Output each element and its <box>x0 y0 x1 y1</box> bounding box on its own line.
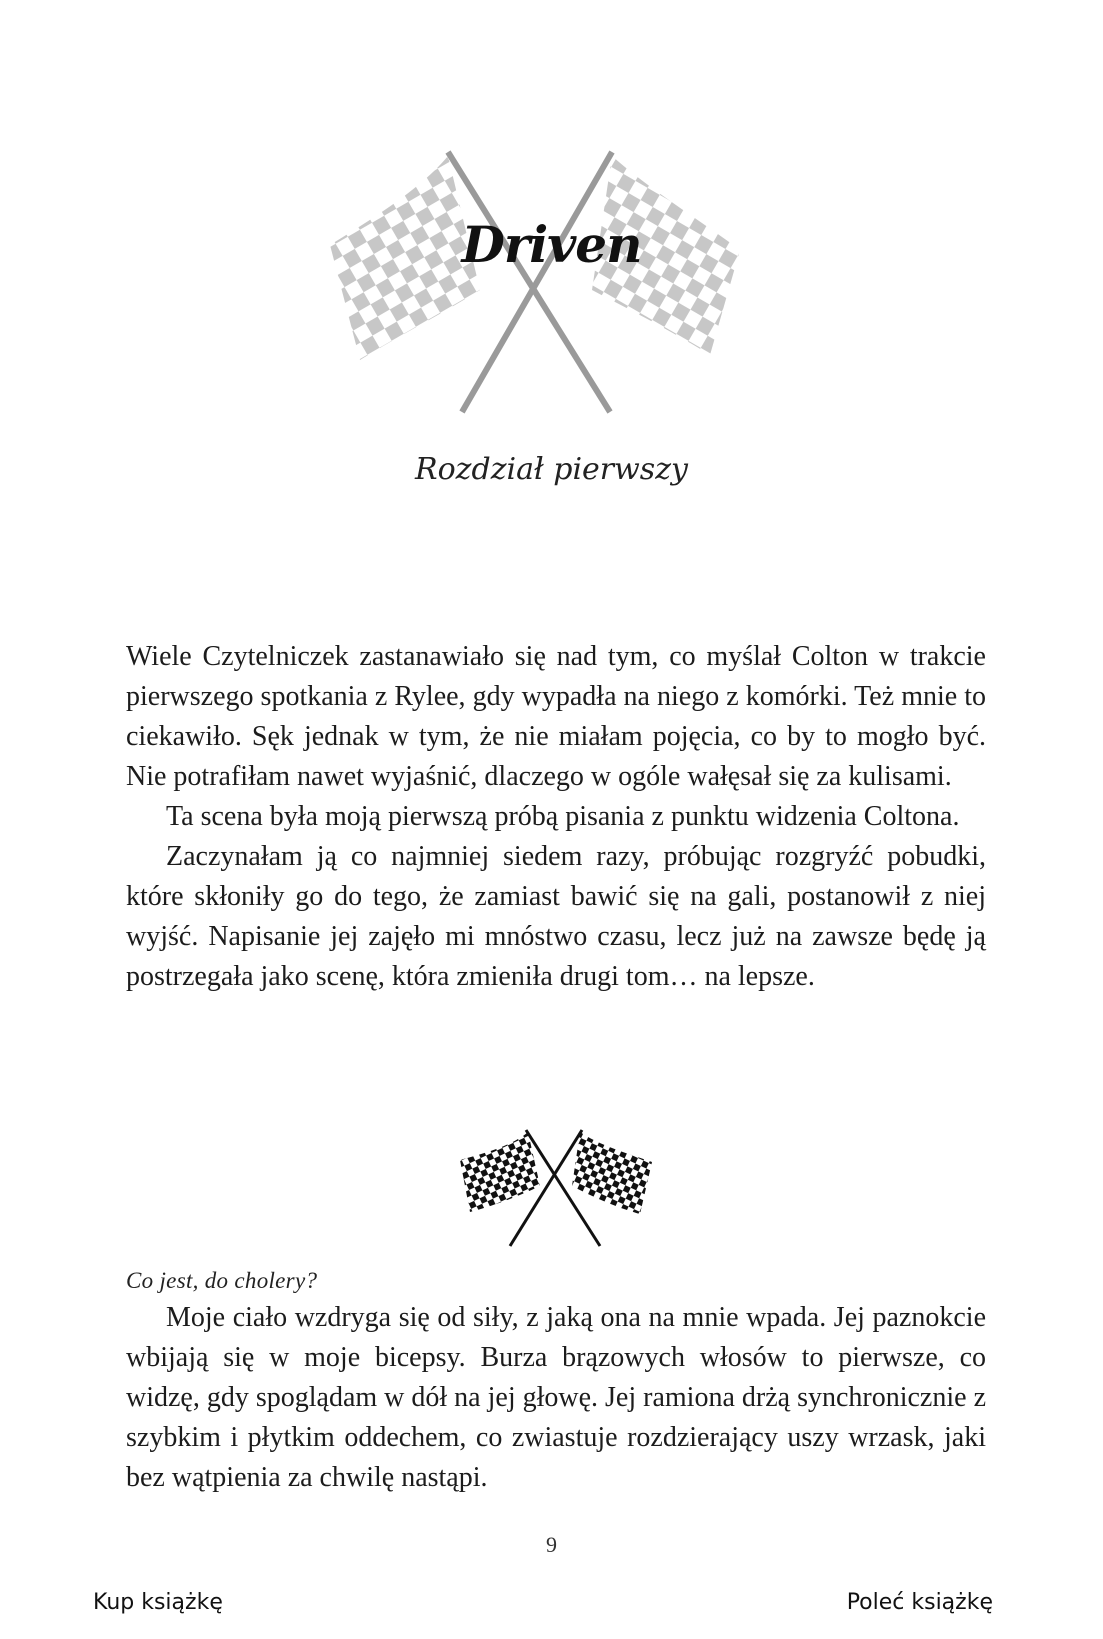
intro-text <box>126 637 986 997</box>
checkered-flags-divider-icon <box>460 1128 660 1248</box>
intro-paragraph: Wiele Czytelniczek zastanawiało się nad tym, co myślał Colton w trakcie pierwszego spotkania z Rylee, gdy wypadła na niego z komórki. Też mnie to ciekawiło. Sęk jednak w tym, że nie miałam pojęcia, co by to mogło być. Nie potrafiłam nawet wyjaśnić, dlaczego w ogóle wałęsał się za kulisami. <box>126 641 986 792</box>
scene-paragraph: Moje ciało wzdryga się od siły, z jaką ona na mnie wpada. Jej paznokcie wbijają się w moje bicepsy. Burza brązowych włosów to pierwsze, co widzę, gdy spoglądam w dół na jej głowę. Jej ramiona drżą synchronicznie z szybkim i płytkim oddechem, co zwiastuje rozdzierający uszy wrzask, jaki bez wątpienia za chwilę nastąpi. <box>126 1302 986 1493</box>
intro-paragraph: Ta scena była moją pierwszą próbą pisania z punktu widzenia Coltona. <box>166 801 960 832</box>
book-title: Driven <box>461 215 642 274</box>
buy-book-link[interactable]: Kup książkę <box>93 1590 223 1615</box>
scene-text <box>126 1298 986 1498</box>
chapter-title: Rozdział pierwszy <box>415 452 688 487</box>
crossed-checkered-flags-icon <box>330 150 760 440</box>
recommend-book-link[interactable]: Poleć książkę <box>846 1590 993 1615</box>
intro-paragraph: Zaczynałam ją co najmniej siedem razy, próbując rozgryźć pobudki, które skłoniły go do tego, że zamiast bawić się na gali, postanowił z niej wyjść. Napisanie jej zajęło mi mnóstwo czasu, lecz już na zawsze będę ją postrzegała jako scenę, która zmieniła drugi tom… na lepsze. <box>126 841 986 992</box>
scene-heading: Co jest, do cholery? <box>126 1268 318 1293</box>
page-number: 9 <box>546 1532 557 1557</box>
